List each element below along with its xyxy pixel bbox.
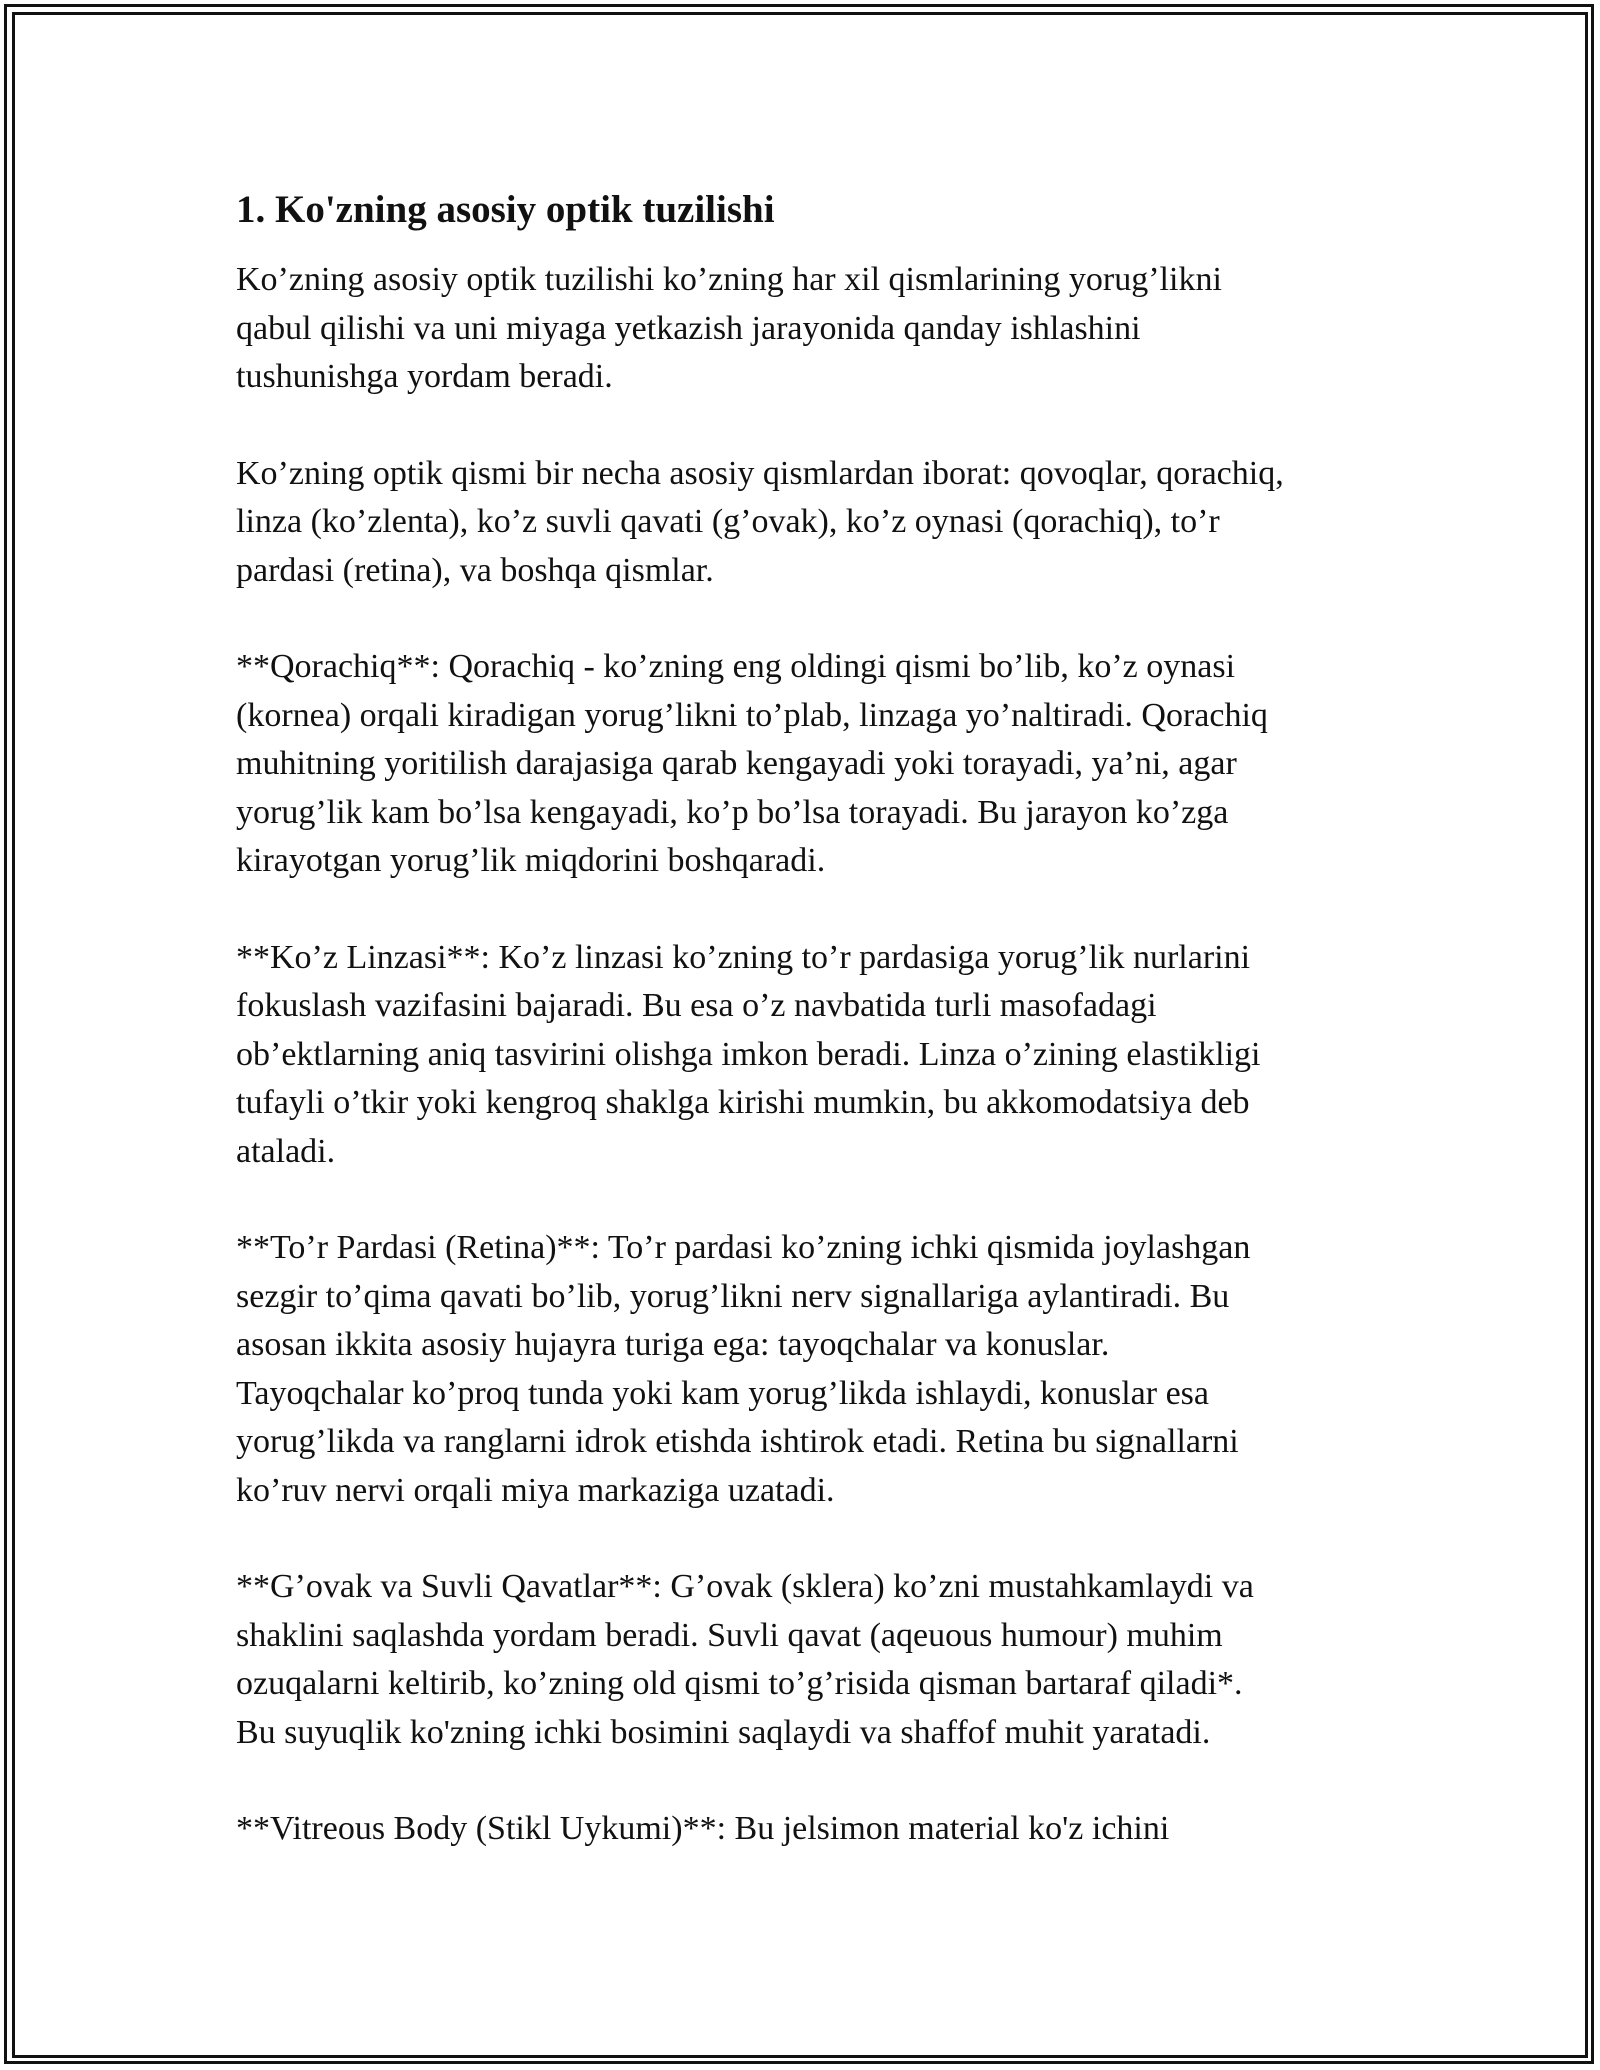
- text-line: ob’ektlarning aniq tasvirini olishga imkon beradi. Linza o’zining elastikligi: [236, 1035, 1261, 1073]
- text-line: qabul qilishi va uni miyaga yetkazish jarayonida qanday ishlashini: [236, 309, 1141, 347]
- text-line: Tayoqchalar ko’proq tunda yoki kam yorug’likda ishlaydi, konuslar esa: [236, 1374, 1209, 1412]
- text-line: Ko’zning optik qismi bir necha asosiy qismlardan iborat: qovoqlar, qorachiq,: [236, 454, 1284, 492]
- paragraph: [236, 256, 1376, 402]
- paragraph: [236, 643, 1376, 886]
- text-line: fokuslash vazifasini bajaradi. Bu esa o’z navbatida turli masofadagi: [236, 987, 1157, 1024]
- text-line: ataladi.: [236, 1132, 336, 1170]
- text-line: sezgir to’qima qavati bo’lib, yorug’likni nerv signallariga aylantiradi. Bu: [236, 1277, 1230, 1315]
- text-line: **G’ovak va Suvli Qavatlar**: G’ovak (sklera) ko’zni mustahkamlaydi va: [236, 1568, 1254, 1605]
- text-line: Ko’zning asosiy optik tuzilishi ko’zning har xil qismlarining yorug’likni: [236, 261, 1222, 298]
- paragraph: [236, 934, 1376, 1177]
- text-line: kirayotgan yorug’lik miqdorini boshqaradi.: [236, 842, 826, 879]
- document-body: [236, 186, 1376, 1902]
- text-line: **Qorachiq**: Qorachiq - ko’zning eng oldingi qismi bo’lib, ko’z oynasi: [236, 648, 1236, 685]
- text-line: **Ko’z Linzasi**: Ko’z linzasi ko’zning to’r pardasiga yorug’lik nurlarini: [236, 938, 1251, 976]
- text-line: asosan ikkita asosiy hujayra turiga ega: tayoqchalar va konuslar.: [236, 1326, 1110, 1363]
- text-line: yorug’likda va ranglarni idrok etishda ishtirok etadi. Retina bu signallarni: [236, 1423, 1239, 1460]
- text-line: tushunishga yordam beradi.: [236, 358, 613, 395]
- text-line: shaklini saqlashda yordam beradi. Suvli qavat (aqeuous humour) muhim: [236, 1616, 1223, 1654]
- text-line: **To’r Pardasi (Retina)**: To’r pardasi ko’zning ichki qismida joylashgan: [236, 1229, 1251, 1266]
- text-line: muhitning yoritilish darajasiga qarab kengayadi yoki torayadi, ya’ni, agar: [236, 745, 1237, 782]
- paragraph: [236, 1224, 1376, 1515]
- text-line: **Vitreous Body (Stikl Uykumi)**: Bu jelsimon material ko'z ichini: [236, 1810, 1170, 1847]
- text-line: linza (ko’zlenta), ko’z suvli qavati (g’ovak), ko’z oynasi (qorachiq), to’r: [236, 503, 1220, 540]
- text-line: Bu suyuqlik ko'zning ichki bosimini saqlaydi va shaffof muhit yaratadi.: [236, 1713, 1211, 1751]
- text-line: ozuqalarni keltirib, ko’zning old qismi to’g’risida qisman bartaraf qiladi*.: [236, 1665, 1243, 1702]
- text-line: pardasi (retina), va boshqa qismlar.: [236, 551, 714, 589]
- text-line: ko’ruv nervi orqali miya markaziga uzatadi.: [236, 1471, 835, 1509]
- text-line: (kornea) orqali kiradigan yorug’likni to’plab, linzaga yo’naltiradi. Qorachiq: [236, 696, 1268, 734]
- paragraph: [236, 1805, 1376, 1854]
- section-heading: 1. Ko'zning asosiy optik tuzilishi: [236, 188, 775, 231]
- paragraph: [236, 450, 1376, 596]
- paragraph-list: [236, 256, 1376, 1854]
- text-line: tufayli o’tkir yoki kengroq shaklga kirishi mumkin, bu akkomodatsiya deb: [236, 1084, 1250, 1121]
- text-line: yorug’lik kam bo’lsa kengayadi, ko’p bo’lsa torayadi. Bu jarayon ko’zga: [236, 793, 1229, 831]
- paragraph: [236, 1563, 1376, 1757]
